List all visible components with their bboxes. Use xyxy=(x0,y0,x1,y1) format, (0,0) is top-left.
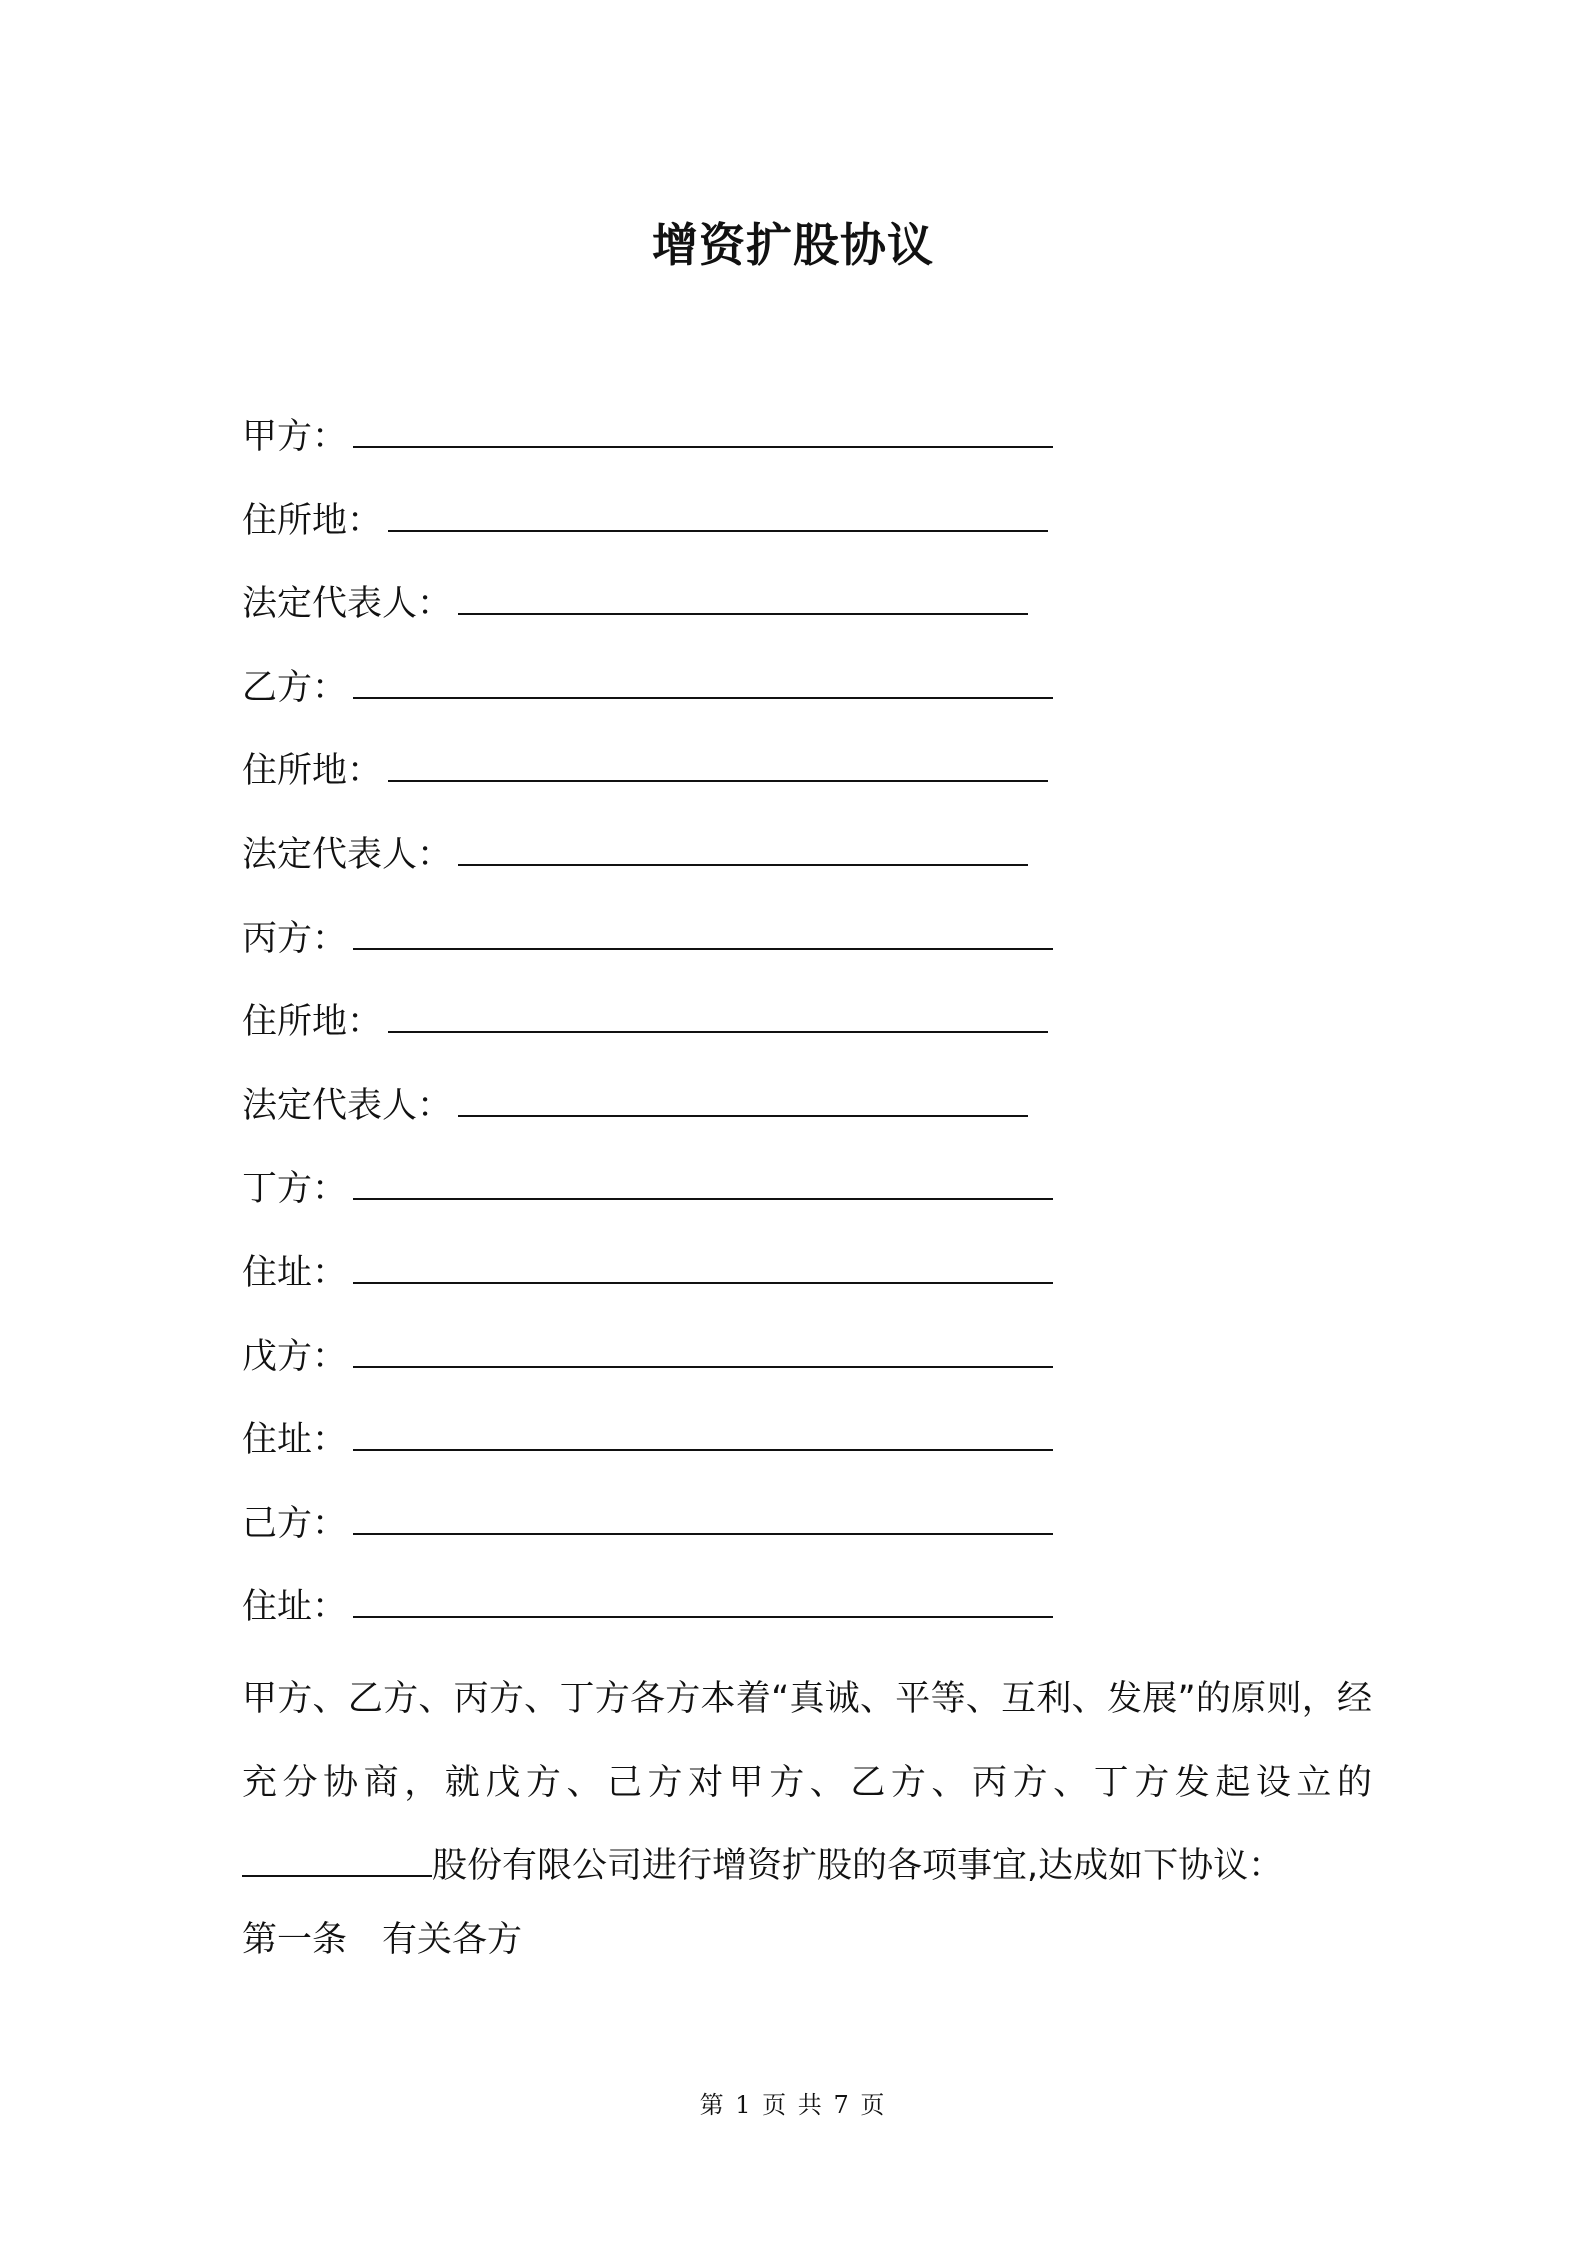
field-blank-line xyxy=(388,494,1048,532)
field-row xyxy=(242,828,1392,912)
field-row xyxy=(242,1079,1392,1163)
field-row xyxy=(242,1497,1392,1581)
field-label: 法定代表人： xyxy=(242,584,453,625)
company-name-blank xyxy=(242,1839,432,1877)
field-blank-line xyxy=(353,1413,1053,1451)
field-label: 住所地： xyxy=(242,1002,383,1043)
field-row xyxy=(242,912,1392,996)
field-label: 乙方： xyxy=(242,667,348,708)
field-blank-line xyxy=(388,995,1048,1033)
field-blank-line xyxy=(353,410,1053,448)
field-row xyxy=(242,494,1392,578)
field-blank-line xyxy=(353,1580,1053,1618)
field-label: 丙方： xyxy=(242,918,348,959)
field-label: 丁方： xyxy=(242,1169,348,1210)
field-blank-line xyxy=(458,577,1028,615)
field-label: 住所地： xyxy=(242,500,383,541)
field-row xyxy=(242,995,1392,1079)
field-label: 法定代表人： xyxy=(242,1085,453,1126)
field-label: 住址： xyxy=(242,1587,348,1628)
field-row xyxy=(242,744,1392,828)
field-row xyxy=(242,1413,1392,1497)
field-label: 己方： xyxy=(242,1503,348,1544)
page-footer: 第 1 页 共 7 页 xyxy=(699,2091,887,2119)
agreement-paragraph xyxy=(242,1658,1372,1909)
field-row xyxy=(242,1580,1392,1664)
field-label: 住所地： xyxy=(242,751,383,792)
field-label: 甲方： xyxy=(242,417,348,457)
field-blank-line xyxy=(458,1079,1028,1117)
party-fields xyxy=(242,410,1392,1664)
field-blank-line xyxy=(353,661,1053,699)
field-blank-line xyxy=(458,828,1028,866)
field-label: 住址： xyxy=(242,1420,348,1461)
article-heading: 第一条 有关各方 xyxy=(242,1920,523,1960)
field-blank-line xyxy=(353,1330,1053,1368)
paragraph-text-2: 股份有限公司进行增资扩股的各项事宜,达成如下协议： xyxy=(432,1846,1284,1887)
field-label: 住址： xyxy=(242,1252,348,1293)
field-row xyxy=(242,661,1392,745)
paragraph-text-1: 甲方、乙方、丙方、丁方各方本着“真诚、平等、互利、发展”的原则，经充分协商，就戊方、己方对甲方、乙方、丙方、丁方发起设立的 xyxy=(242,1679,1372,1803)
field-blank-line xyxy=(353,1162,1053,1200)
field-label: 戊方： xyxy=(242,1336,348,1377)
field-row xyxy=(242,577,1392,661)
field-row xyxy=(242,1246,1392,1330)
field-blank-line xyxy=(353,1497,1053,1535)
field-row xyxy=(242,1330,1392,1414)
document-title: 增资扩股协议 xyxy=(652,218,934,272)
field-blank-line xyxy=(388,744,1048,782)
field-label: 法定代表人： xyxy=(242,834,453,875)
field-blank-line xyxy=(353,912,1053,950)
field-row xyxy=(242,410,1392,494)
field-blank-line xyxy=(353,1246,1053,1284)
field-row xyxy=(242,1162,1392,1246)
